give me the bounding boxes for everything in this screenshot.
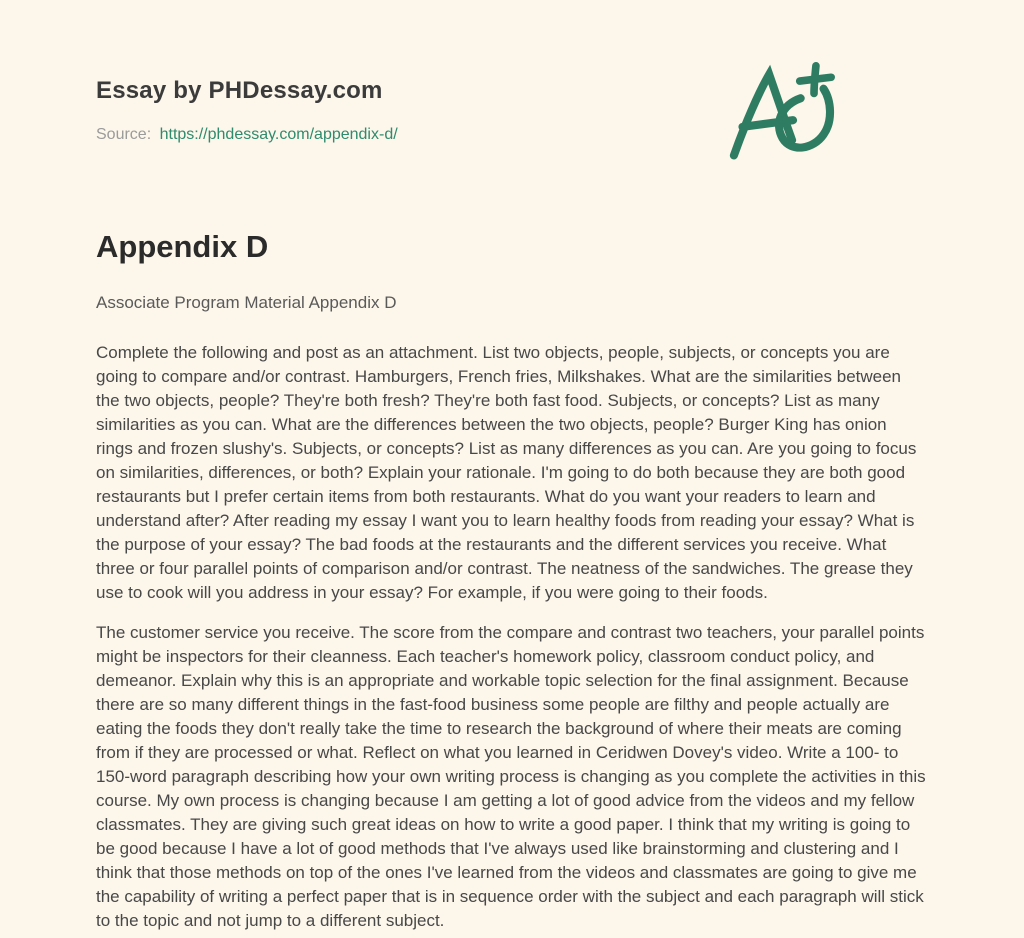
essay-title: Appendix D <box>96 229 269 265</box>
source-label: Source: <box>96 126 152 144</box>
essay-content <box>96 230 928 933</box>
header <box>96 0 928 144</box>
essay-paragraph-1: Complete the following and post as an attachment. List two objects, people, subjects, or concepts you are going to compare and/or contrast. Hamburgers, French fries, Milkshakes. What are the similarities between the two objects, people? They're both fresh? They're both fast food. Subjects, or concepts? List as many similarities as you can. What are the differences between the two objects, people? Burger King has onion rings and frozen slushy's. Subjects, or concepts? List as many differences as you can. Are you going to focus on similarities, differences, or both? Explain your rationale. I'm going to do both because they are both good restaurants but I prefer certain items from both restaurants. What do you want your readers to learn and understand after? After reading my essay I want you to learn healthy foods from reading your essay? What is the purpose of your essay? The bad foods at the restaurants and the different services you receive. What three or four parallel points of comparison and/or contrast. The neatness of the sandwiches. The grease they use to cook will you address in your essay? For example, if you were going to their foods. <box>96 343 917 603</box>
essay-paragraph-2: The customer service you receive. The score from the compare and contrast two teachers, your parallel points might be inspectors for their cleanness. Each teacher's homework policy, classroom conduct policy, and demeanor. Explain why this is an appropriate and workable topic selection for the final assignment. Because there are so many different things in the fast-food business some people are filthy and people actually are eating the foods they don't really take the time to research the background of where their meats are coming from if they are processed or what. Reflect on what you learned in Ceridwen Dovey's video. Write a 100- to 150-word paragraph describing how your own writing process is changing as you complete the activities in this course. My own process is changing because I am getting a lot of good advice from the videos and my fellow classmates. They are giving such great ideas on how to write a good paper. I think that my writing is going to be good because I have a lot of good methods that I've always used like brainstorming and clustering and I think that those methods on top of the ones I've learned from the videos and classmates are going to give me the capability of writing a perfect paper that is in sequence order with the subject and each paragraph will stick to the topic and not jump to a different subject. <box>96 623 926 931</box>
site-title: Essay by PHDessay.com <box>96 77 383 104</box>
essay-subtitle: Associate Program Material Appendix D <box>96 293 397 313</box>
a-plus-logo-icon <box>726 62 841 165</box>
source-link[interactable]: https://phdessay.com/appendix-d/ <box>159 126 398 144</box>
